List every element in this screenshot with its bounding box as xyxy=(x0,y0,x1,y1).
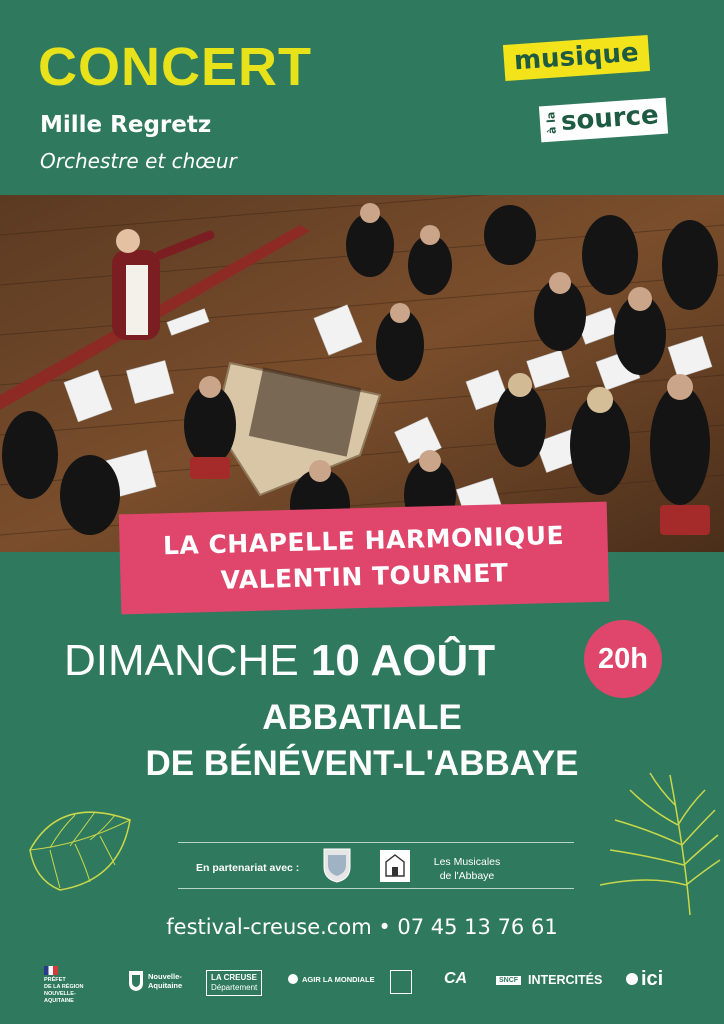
ensemble-name: LA CHAPELLE HARMONIQUE xyxy=(162,520,565,561)
region-logo xyxy=(128,970,190,992)
event-time-badge: 20h xyxy=(584,620,662,698)
partners-divider-bottom xyxy=(178,888,574,889)
festival-logo-line2 xyxy=(539,98,668,143)
musicales-line1: Les Musicales xyxy=(433,856,501,868)
venue-line1: ABBATIALE xyxy=(262,698,462,737)
town-crest-icon xyxy=(322,847,352,883)
agir-icon xyxy=(288,974,298,984)
festival-logo xyxy=(500,36,690,166)
event-date-number: 10 AOÛT xyxy=(310,636,496,685)
ici-logo xyxy=(626,968,663,990)
contact-info[interactable]: festival-creuse.com • 07 45 13 76 61 xyxy=(166,915,558,939)
ici-name: ici xyxy=(641,968,664,990)
sncf-logo: SNCF xyxy=(496,976,521,985)
partners-divider-top xyxy=(178,842,574,843)
festival-logo-a: à la xyxy=(544,110,559,135)
region-shield-icon xyxy=(128,970,144,992)
event-day: DIMANCHE xyxy=(64,636,299,685)
concert-description: Orchestre et chœur xyxy=(40,149,237,173)
nouvelle-logo-icon xyxy=(390,970,412,994)
creuse-line1: LA CREUSE xyxy=(211,973,257,982)
leaf-right-decoration xyxy=(590,765,724,925)
agir-name: AGIR LA MONDIALE xyxy=(302,974,375,984)
ici-dot-icon xyxy=(626,973,638,985)
agir-logo xyxy=(288,974,375,984)
intercites-logo: INTERCITÉS xyxy=(528,973,603,987)
sponsors-row xyxy=(30,962,700,1006)
venue-line2: DE BÉNÉVENT-L'ABBAYE xyxy=(145,744,579,783)
chapel-logo-icon xyxy=(380,850,410,882)
event-date xyxy=(64,636,495,686)
musicales-logo xyxy=(427,855,507,883)
prefet-logo xyxy=(44,966,100,1005)
prefet-line3: NOUVELLE-AQUITAINE xyxy=(44,991,76,1004)
creuse-line2: Département xyxy=(211,983,258,992)
marianne-icon xyxy=(44,966,58,975)
festival-logo-source: source xyxy=(559,100,660,137)
conductor-name: VALENTIN TOURNET xyxy=(220,558,509,595)
partners-label: En partenariat avec : xyxy=(196,862,300,874)
prefet-line1: PRÉFET xyxy=(44,977,66,983)
creuse-logo xyxy=(206,970,262,996)
page-title: CONCERT xyxy=(38,37,312,97)
credit-agricole-logo: CA xyxy=(444,970,468,987)
prefet-line2: DE LA RÉGION xyxy=(44,984,84,990)
leaf-left-decoration xyxy=(20,800,140,900)
musicales-line2: de l'Abbaye xyxy=(439,870,495,882)
orchestra-photo xyxy=(0,195,724,552)
performer-banner xyxy=(119,502,609,615)
festival-logo-line1: musique xyxy=(503,35,650,81)
region-name: Nouvelle-Aquitaine xyxy=(148,972,183,990)
concert-subtitle: Mille Regretz xyxy=(40,112,212,138)
